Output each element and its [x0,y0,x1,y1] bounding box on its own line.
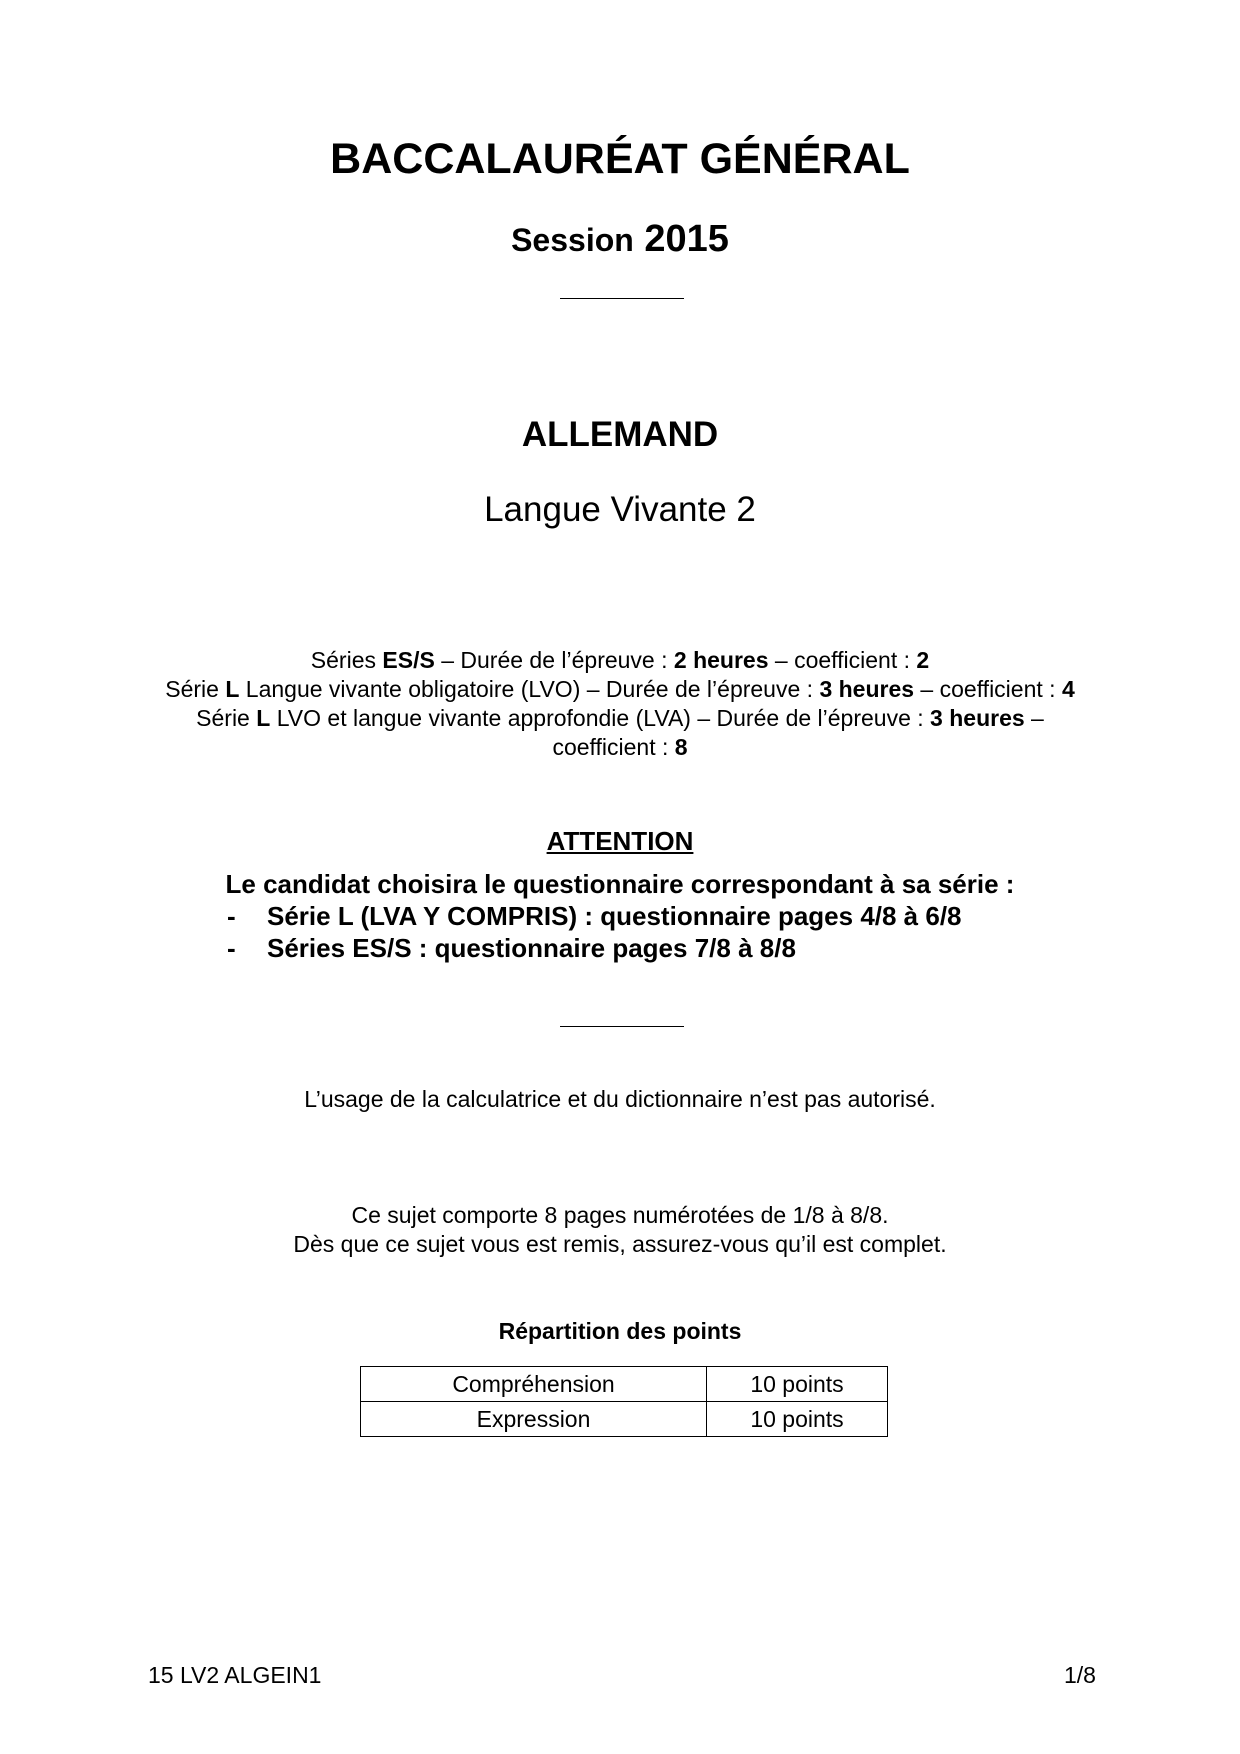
subject-info [0,1201,1240,1259]
subject-name: ALLEMAND [521,415,719,454]
divider-middle [560,1026,684,1027]
points-title: Répartition des points [498,1318,742,1344]
series-line-3: Série L LVO et langue vivante approfondie (LVA) – Durée de l’épreuve : 3 heures – [196,705,1044,731]
points-table [360,1366,888,1437]
bullet-dash: - [227,901,236,931]
bullet-dash: - [227,933,236,963]
usage-notice: L’usage de la calculatrice et du dictionnaire n’est pas autorisé. [304,1086,936,1112]
list-item [227,933,796,964]
info-line-1: Ce sujet comporte 8 pages numérotées de 1/8 à 8/8. [351,1202,889,1228]
document-title: BACCALAURÉAT GÉNÉRAL [330,135,910,183]
session-label: Session [511,222,634,258]
divider-top [560,298,684,299]
option-text: Séries ES/S : questionnaire pages 7/8 à 8/8 [267,933,796,963]
table-row [361,1367,888,1402]
table-row [361,1402,888,1437]
attention-notice: Le candidat choisira le questionnaire correspondant à sa série : [225,869,1015,899]
series-line-2: Série L Langue vivante obligatoire (LVO) – Durée de l’épreuve : 3 heures – coefficient : 4 [165,676,1075,702]
series-info [0,646,1240,762]
subject-level: Langue Vivante 2 [484,490,756,529]
series-line-1: Séries ES/S – Durée de l’épreuve : 2 heures – coefficient : 2 [310,647,930,673]
table-cell: 10 points [707,1367,888,1402]
attention-heading: ATTENTION [546,826,694,856]
table-cell: Expression [361,1402,707,1437]
footer-code: 15 LV2 ALGEIN1 [148,1662,322,1688]
table-cell: Compréhension [361,1367,707,1402]
option-text: Série L (LVA Y COMPRIS) : questionnaire pages 4/8 à 6/8 [267,901,962,931]
session-year: 2015 [644,218,729,260]
info-line-2: Dès que ce sujet vous est remis, assurez-vous qu’il est complet. [293,1231,947,1257]
table-cell: 10 points [707,1402,888,1437]
session-line [0,218,1240,261]
list-item [227,901,962,932]
page-number: 1/8 [1064,1662,1096,1688]
series-line-4: coefficient : 8 [552,734,688,760]
